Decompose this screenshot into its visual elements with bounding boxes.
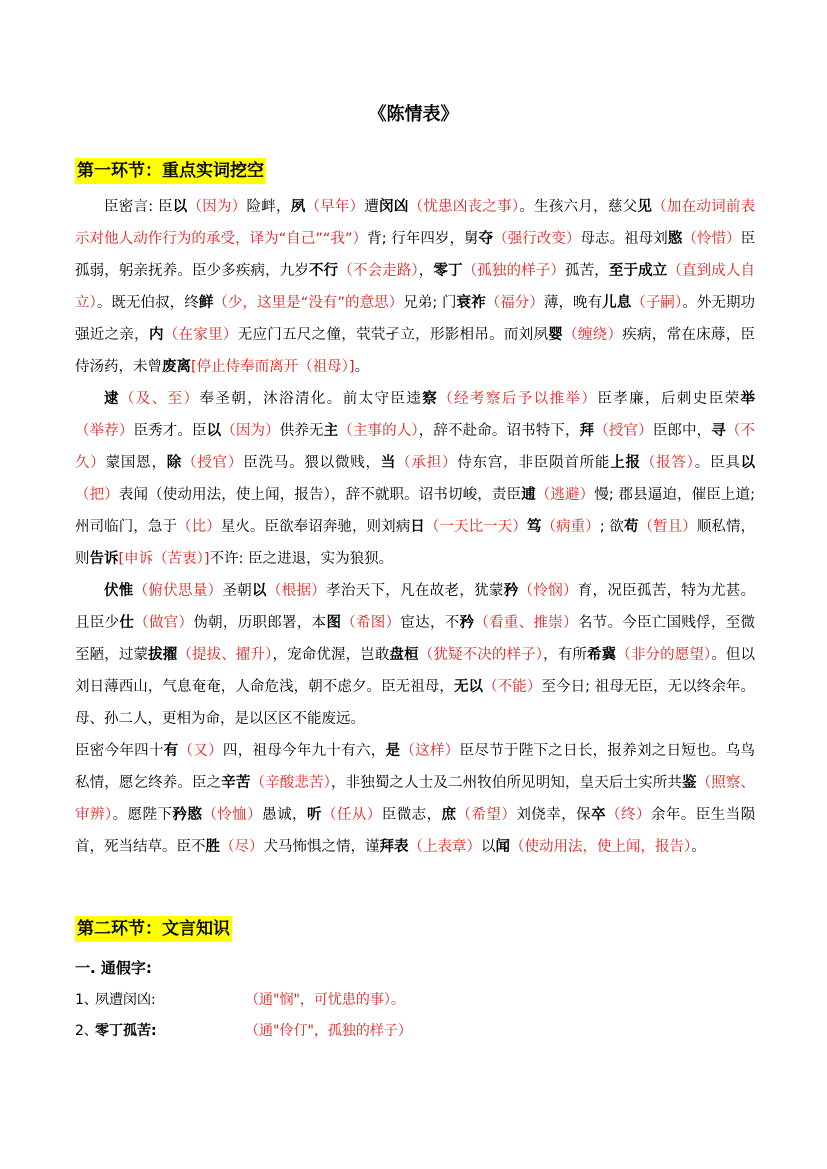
- key-word: 儿息: [602, 295, 632, 311]
- word-explanation: （举荐）: [75, 423, 134, 439]
- key-word: 拔擢: [148, 647, 178, 663]
- key-word: 矜: [503, 583, 519, 599]
- key-word: 内: [148, 327, 164, 343]
- word-explanation: （使动用法，使上闻，报告）: [510, 839, 692, 855]
- word-explanation: （提拔、擢升）: [177, 647, 273, 663]
- text-run: 臣郎中，: [652, 423, 712, 439]
- word-explanation: （早年）: [305, 199, 365, 215]
- word-explanation: （终）: [606, 807, 651, 823]
- word-explanation: （孤独的样子）: [462, 263, 565, 279]
- word-explanation: （经考察后予以推举）: [438, 391, 598, 407]
- key-word: 以: [740, 455, 756, 471]
- text-run: 。愿陛下: [112, 807, 173, 823]
- text-run: 。: [691, 839, 706, 855]
- word-explanation: （怜惜）: [682, 231, 741, 247]
- text-run: 臣孝廉，后刺史臣荣: [597, 391, 741, 407]
- key-word: 主: [323, 423, 339, 439]
- key-word: 希冀: [586, 647, 617, 663]
- key-word: 拜: [579, 423, 595, 439]
- paragraph-1: [75, 191, 755, 383]
- key-word: 举: [740, 391, 756, 407]
- key-word: 零丁: [433, 263, 463, 279]
- item-number: 1、: [75, 992, 98, 1008]
- word-explanation: （暂且）: [638, 519, 697, 535]
- key-word: 有: [163, 743, 179, 759]
- text-run: 育，况臣孤苦，特为尤甚。且臣少: [75, 583, 756, 631]
- item-term: 夙遭闵凶:: [95, 992, 156, 1008]
- key-word: 当: [380, 455, 397, 471]
- text-run: 臣孤弱，躬亲抚养。臣少多疾病，九岁: [75, 231, 756, 279]
- item-term: 零丁孤苦:: [95, 1023, 157, 1039]
- key-word: 无以: [453, 679, 484, 695]
- text-run: 臣尽节于陛下之日长，报养刘之日短也。乌鸟私情，愿乞终养。臣之: [75, 743, 756, 791]
- text-run: 母志。祖母刘: [580, 231, 668, 247]
- tongjiazi-item-2: [75, 1021, 412, 1041]
- key-word: 以: [172, 199, 188, 215]
- key-word: 闵凶: [379, 199, 409, 215]
- word-explanation: （又）: [178, 743, 223, 759]
- text-run: 。既无伯叔，终: [96, 295, 199, 311]
- word-explanation: （俯伏思量）: [133, 583, 223, 599]
- word-explanation: （不能）: [483, 679, 542, 695]
- word-explanation: （在家里）: [163, 327, 238, 343]
- text-run: 臣密言: 臣: [104, 199, 173, 215]
- key-word: 矜: [459, 615, 475, 631]
- word-explanation: （怜悯）: [518, 583, 578, 599]
- text-run: ，非独蜀之人士及二州牧伯所见明知，皇天后土实所共: [331, 775, 682, 791]
- word-explanation: （怜恤）: [202, 807, 263, 823]
- word-explanation: （承担）: [396, 455, 458, 471]
- text-run: 薄，晚有: [543, 295, 603, 311]
- word-explanation: [停止侍奉而离开（祖母）]: [191, 359, 355, 375]
- text-run: 表闻（使动用法，使上闻，报告），辞不就职。诏书切峻，责臣: [118, 487, 522, 503]
- text-run: 宦达，不: [400, 615, 460, 631]
- text-run: 以: [481, 839, 496, 855]
- text-run: 蒙国恩，: [105, 455, 167, 471]
- text-run: 愚诚，: [262, 807, 307, 823]
- key-word: 听: [307, 807, 322, 823]
- key-word: 鲜: [198, 295, 214, 311]
- word-explanation: （忧患凶丧之事）: [408, 199, 520, 215]
- word-explanation: （希图）: [341, 615, 401, 631]
- text-run: ，宠命优渥，岂敢: [272, 647, 390, 663]
- key-word: 笃: [526, 519, 542, 535]
- key-word: 以: [206, 423, 222, 439]
- text-run: ; 欲: [599, 519, 624, 535]
- document-title: 《陈情表》: [368, 104, 459, 125]
- word-explanation: （任从）: [321, 807, 382, 823]
- word-explanation: （子嗣）: [631, 295, 683, 311]
- key-word: 上报: [610, 455, 641, 471]
- word-explanation: （不会走路）: [338, 263, 419, 279]
- text-run: 不许: 臣之进退，实为狼狈。: [209, 551, 394, 567]
- word-explanation: （主事的人）: [338, 423, 419, 439]
- key-word: 衰: [456, 295, 472, 311]
- word-explanation: （不久）: [75, 423, 755, 471]
- word-explanation: （强行改变）: [493, 231, 581, 247]
- text-run: 臣洗马。猥以微贱，: [243, 455, 381, 471]
- word-explanation: （犹疑不决的样子）: [418, 647, 544, 663]
- text-run: ，有所: [543, 647, 587, 663]
- paragraph-3: [75, 575, 755, 735]
- item-answer: （通"悯"，可忧患的事）。: [245, 992, 405, 1008]
- text-run: 星火。臣欲奉诏奔驰，则刘病: [220, 519, 411, 535]
- key-word: 苟: [623, 519, 639, 535]
- word-explanation: （辛酸悲苦）: [250, 775, 331, 791]
- word-explanation: （根据）: [266, 583, 327, 599]
- key-word: 婴: [548, 327, 564, 343]
- key-word: 祚: [471, 295, 486, 311]
- word-explanation: （病重）: [541, 519, 600, 535]
- word-explanation: （因为）: [187, 199, 247, 215]
- text-run: 。外无期功强近之亲，: [75, 295, 756, 343]
- section-1-heading: 第一环节：重点实词挖空: [75, 158, 266, 184]
- key-word: 拜表: [379, 839, 409, 855]
- text-run: 。臣具: [694, 455, 741, 471]
- text-run: 孝治天下，凡在故老，犹蒙: [326, 583, 504, 599]
- key-word: 伏惟: [104, 583, 134, 599]
- text-run: 伪朝，历职郎署，本: [193, 615, 327, 631]
- key-word: 察: [422, 391, 439, 407]
- text-run: 侍东宫，非臣陨首所能: [457, 455, 611, 471]
- word-explanation: （比）: [177, 519, 221, 535]
- key-word: 夙: [290, 199, 306, 215]
- word-explanation: （及、至）: [119, 391, 200, 407]
- text-run: 至今日; 祖母无臣，无以终余年。母、孙二人，更相为命，是以区区不能废远。: [75, 679, 756, 727]
- text-run: 名节。今臣亡国贱俘，至微至陋，过蒙: [75, 615, 756, 663]
- key-word: 不行: [309, 263, 339, 279]
- text-run: 险衅，: [246, 199, 291, 215]
- word-explanation: （福分）: [485, 295, 544, 311]
- text-run: 臣密今年四十: [75, 743, 164, 759]
- text-run: 臣秀才。臣: [133, 423, 207, 439]
- key-word: 辛苦: [221, 775, 251, 791]
- key-word: 逮: [104, 391, 120, 407]
- word-explanation: （加在动词前表示对他人动作行为的承受，译为“自己”“我”）: [75, 199, 756, 247]
- key-word: 仕: [119, 615, 135, 631]
- word-explanation: （看重、推崇）: [474, 615, 578, 631]
- text-run: 孤苦，: [565, 263, 609, 279]
- text-run: 背; 行年四岁，舅: [367, 231, 479, 247]
- text-run: 余年。臣生当陨首，死当结草。臣不: [75, 807, 756, 855]
- item-answer: （通"伶仃"，孤独的样子）: [245, 1023, 412, 1039]
- key-word: 庶: [441, 807, 457, 823]
- text-run: 四，祖母今年九十有六，: [222, 743, 386, 759]
- word-explanation: （照察、审辨）: [75, 775, 755, 823]
- word-explanation: （少，这里是“没有”的意思）: [213, 295, 404, 311]
- word-explanation: （非分的愿望）: [616, 647, 712, 663]
- text-run: 供养无: [279, 423, 324, 439]
- key-word: 逋: [521, 487, 536, 503]
- paragraph-4: [75, 735, 755, 863]
- word-explanation: （缠绕）: [563, 327, 623, 343]
- word-explanation: （把）: [75, 487, 119, 503]
- key-word: 除: [166, 455, 183, 471]
- text-run: 。但以刘日薄西山，气息奄奄，人命危浅，朝不虑夕。臣无祖母，: [75, 647, 756, 695]
- text-run: 。生孩六月，慈父: [519, 199, 638, 215]
- word-explanation: （报答）: [640, 455, 695, 471]
- word-explanation: （上表章）: [408, 839, 481, 855]
- key-word: 是: [385, 743, 401, 759]
- text-run: 刘侥幸，保: [516, 807, 592, 823]
- key-word: 日: [410, 519, 425, 535]
- text-run: 奉圣朝，沐浴清化。前太守臣逵: [199, 391, 423, 407]
- text-run: 无应门五尺之僮，茕茕孑立，形影相吊。而刘夙: [237, 327, 549, 343]
- text-run: 顺私情，则: [75, 519, 756, 567]
- word-explanation: （授官）: [182, 455, 244, 471]
- key-word: 闻: [495, 839, 510, 855]
- text-run: 圣朝: [222, 583, 253, 599]
- key-word: 以: [252, 583, 267, 599]
- text-run: 犬马怖惧之情，谨: [263, 839, 380, 855]
- word-explanation: （因为）: [221, 423, 280, 439]
- word-explanation: （希望）: [456, 807, 517, 823]
- text-run: 臣微志，: [381, 807, 442, 823]
- key-word: 夺: [478, 231, 494, 247]
- text-run: 遭: [364, 199, 380, 215]
- word-explanation: （逃避）: [535, 487, 595, 503]
- key-word: 鉴: [682, 775, 697, 791]
- section-2-heading: 第二环节：文言知识: [75, 916, 232, 942]
- word-explanation: （授官）: [594, 423, 653, 439]
- key-word: 胜: [205, 839, 220, 855]
- key-word: 盘桓: [389, 647, 419, 663]
- key-word: 图: [326, 615, 342, 631]
- key-word: 告诉: [89, 551, 119, 567]
- text-run: 。: [354, 359, 370, 375]
- text-run: 慢; 郡县逼迫，催臣上道; 州司临门，急于: [75, 487, 756, 535]
- tongjiazi-item-1: [75, 990, 405, 1010]
- key-word: 愍: [667, 231, 683, 247]
- tongjiazi-heading: 一. 通假字:: [75, 959, 152, 977]
- text-run: ，: [418, 263, 434, 279]
- key-word: 矜愍: [172, 807, 203, 823]
- word-explanation: （直到成人自立）: [75, 263, 755, 311]
- text-run: 疾病，常在床蓐，臣侍汤药，未曾: [75, 327, 756, 375]
- word-explanation: [申诉（苦衷）]: [118, 551, 210, 567]
- key-word: 废离: [162, 359, 191, 375]
- text-run: 兄弟; 门: [403, 295, 457, 311]
- item-number: 2、: [75, 1023, 98, 1039]
- key-word: 卒: [591, 807, 607, 823]
- word-explanation: （做官）: [134, 615, 194, 631]
- key-word: 见: [637, 199, 653, 215]
- key-word: 寻: [711, 423, 726, 439]
- word-explanation: （这样）: [400, 743, 460, 759]
- word-explanation: （尽）: [220, 839, 264, 855]
- word-explanation: （一天比一天）: [424, 519, 527, 535]
- key-word: 至于成立: [608, 263, 668, 279]
- paragraph-2: [75, 383, 755, 575]
- text-run: ，辞不赴命。诏书特下，: [418, 423, 580, 439]
